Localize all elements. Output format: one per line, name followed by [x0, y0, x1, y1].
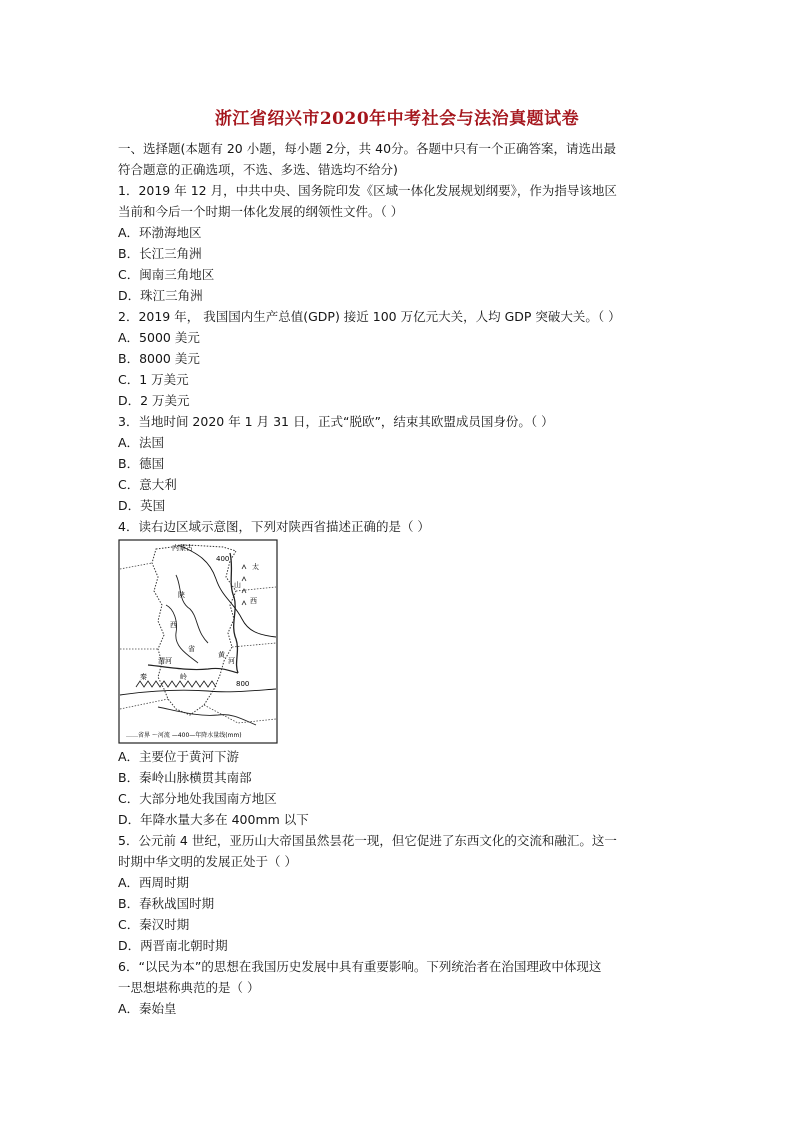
section-instruction: 一、选择题(本题有 20 小题，每小题 2分，共 40分。各题中只有一个正确答案，请选出最	[118, 141, 617, 156]
option-a: A．西周时期	[118, 875, 190, 890]
option-c: C．意大利	[118, 477, 177, 492]
section-instruction: 符合题意的正确选项，不选、多选、错选均不给分)	[118, 162, 398, 177]
question-1: 当前和今后一个时期一体化发展的纲领性文件。（ ）	[118, 204, 404, 219]
question-5: 5．公元前 4 世纪，亚历山大帝国虽然昙花一现，但它促进了东西文化的交流和融汇。这一	[118, 833, 617, 848]
option-b: B．8000 美元	[118, 351, 200, 366]
map-label: 渭河	[158, 657, 172, 665]
option-b: B．秦岭山脉横贯其南部	[118, 770, 252, 785]
page-title: 浙江省绍兴市2020年中考社会与法治真题试卷	[214, 109, 580, 129]
option-c: C．大部分地处我国南方地区	[118, 791, 277, 806]
map-label: 西	[250, 597, 257, 605]
map-label: 黄	[218, 651, 225, 659]
map-label: 内蒙古	[172, 544, 193, 552]
map-label: 陕	[178, 591, 185, 599]
map-label: 400	[216, 555, 230, 563]
option-b: B．长江三角洲	[118, 246, 202, 261]
option-c: C．闽南三角地区	[118, 267, 215, 282]
option-a: A．主要位于黄河下游	[118, 749, 240, 764]
option-d: D．两晋南北朝时期	[118, 938, 228, 953]
option-d: D．珠江三角洲	[118, 288, 203, 303]
option-d: D．年降水量大多在 400mm 以下	[118, 812, 309, 827]
map-label: 800	[236, 680, 250, 688]
shaanxi-region-map	[118, 539, 278, 744]
map-label: 山	[234, 581, 241, 589]
option-a: A．秦始皇	[118, 1001, 177, 1016]
map-label: 太	[252, 563, 259, 571]
exam-body	[118, 138, 688, 1019]
question-4: 4．读右边区域示意图，下列对陕西省描述正确的是（ ）	[118, 519, 430, 534]
map-legend: ……省界 ～河流 —400—年降水量线(mm)	[126, 732, 242, 739]
option-c: C．秦汉时期	[118, 917, 190, 932]
option-a: A．环渤海地区	[118, 225, 202, 240]
question-6: 一思想堪称典范的是（ ）	[118, 980, 260, 995]
option-a: A．5000 美元	[118, 330, 200, 345]
option-d: D．英国	[118, 498, 166, 513]
question-5: 时期中华文明的发展正处于（ ）	[118, 854, 297, 869]
option-b: B．德国	[118, 456, 165, 471]
question-6: 6．“以民为本”的思想在我国历史发展中具有重要影响。下列统治者在治国理政中体现这	[118, 959, 602, 974]
question-2: 2．2019 年， 我国国内生产总值(GDP) 接近 100 万亿元大关，人均 GDP 突破大关。（ ）	[118, 309, 621, 324]
option-d: D．2 万美元	[118, 393, 190, 408]
map-label: 岭	[180, 673, 187, 681]
map-label: 秦	[140, 673, 147, 681]
option-c: C．1 万美元	[118, 372, 189, 387]
option-b: B．春秋战国时期	[118, 896, 215, 911]
map-label: 省	[188, 645, 195, 653]
map-label: 西	[170, 621, 177, 629]
question-1: 1．2019 年 12 月，中共中央、国务院印发《区域一体化发展规划纲要》，作为指导该地区	[118, 183, 617, 198]
map-label: 河	[228, 657, 235, 665]
option-a: A．法国	[118, 435, 165, 450]
question-3: 3．当地时间 2020 年 1 月 31 日，正式“脱欧”，结束其欧盟成员国身份。（ ）	[118, 414, 554, 429]
